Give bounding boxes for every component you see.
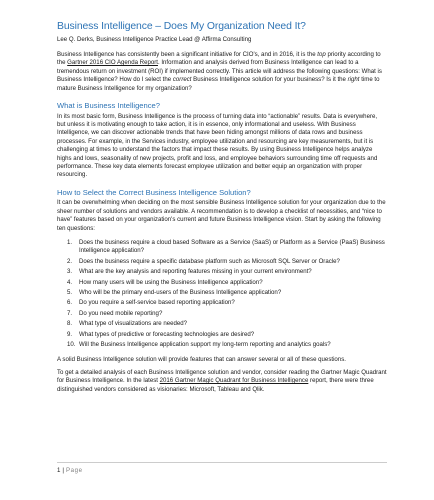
closing-paragraph-1: A solid Business Intelligence solution will provide features that can answer several or all of these questions.: [57, 356, 346, 364]
page-footer: [57, 462, 387, 475]
document-title: Business Intelligence – Does My Organization Need It?: [57, 21, 306, 32]
list-item-number: 1.: [67, 238, 73, 246]
questions-list: [57, 239, 387, 349]
list-item-text: What are the key analysis and reporting features missing in your current environment?: [79, 268, 312, 276]
list-item-number: 9.: [67, 330, 73, 338]
list-item: [67, 268, 387, 276]
author-byline: Lee Q. Derks, Business Intelligence Practice Lead @ Affirma Consulting: [57, 36, 252, 43]
page-label: Page: [65, 467, 83, 474]
list-item-text: Does the business require a specific database platform such as Microsoft SQL Server or Oracle?: [79, 257, 340, 265]
closing-paragraph-2: [57, 369, 387, 394]
intro-text-1: Business Intelligence has consistently been a significant initiative for CIO's, and in 2016, it is the: [57, 51, 318, 58]
list-item-number: 2.: [67, 257, 73, 265]
section-select-solution-body: It can be overwhelming when deciding on the most sensible Business Intelligence solution for your organization due to the sheer number of solutions and vendors available. A recommendation is to develop a checklist of necessities, and “nice to have” features based on your organization's current and future Business Intelligence vision. Start by asking the following ten questions:: [57, 199, 386, 232]
intro-text-4: Business Intelligence solution for your business? Is it the: [191, 76, 348, 84]
list-item: [67, 330, 387, 339]
closing-text-2: report, there were three distinguished vendors considered as visionaries: Microsoft, Tableau and Qlik.: [57, 377, 374, 393]
gartner-cio-agenda-link[interactable]: Gartner 2016 CIO Agenda Report: [67, 59, 158, 67]
list-item-text: Does the business require a cloud based Software as a Service (SaaS) or Platform as a Service (PaaS) Business Intelligence application?: [79, 238, 385, 255]
list-item: [67, 299, 387, 307]
section-heading-select-solution: How to Select the Correct Business Intelligence Solution?: [57, 187, 251, 197]
page-number: 1: [57, 467, 61, 474]
list-item-text: How many users will be using the Business Intelligence application?: [79, 278, 263, 286]
list-item: [67, 288, 387, 297]
intro-emphasis-right: right: [347, 76, 360, 84]
list-item: [67, 278, 387, 287]
list-item-number: 3.: [67, 268, 73, 276]
intro-paragraph: [57, 51, 387, 93]
intro-text-2: priority according to the: [57, 51, 381, 67]
intro-text-5: time to mature Business Intelligence for my organization?: [57, 76, 380, 92]
gartner-magic-quadrant-link[interactable]: 2016 Gartner Magic Quadrant for Business Intelligence: [159, 377, 309, 385]
intro-emphasis-top: top: [317, 51, 326, 58]
closing-text-1: To get a detailed analysis of each Business Intelligence solution and vendor, consider reading the Gartner Magic Quadrant for Business Intelligence. In the latest: [57, 368, 387, 385]
list-item: [67, 320, 387, 328]
list-item-text: Will the Business Intelligence application support my long-term reporting and analytics goals?: [79, 340, 331, 348]
list-item-text: What type of visualizations are needed?: [79, 320, 188, 328]
list-item-text: What types of predictive or forecasting technologies are desired?: [79, 330, 255, 338]
list-item-number: 5.: [67, 288, 73, 296]
list-item-text: Do you require a self-service based reporting application?: [79, 299, 235, 307]
section-heading-what-is-bi: What is Business Intelligence?: [57, 101, 160, 111]
list-item-number: 4.: [67, 278, 73, 286]
list-item: [67, 340, 387, 349]
list-item-number: 10.: [67, 340, 76, 348]
list-item: [67, 309, 387, 318]
intro-text-3: . Information and analysis derived from Business Intelligence can lead to a tremendous return on investment (ROI) if implemented correctly. This article will address the following questions: What is Business Intelligence? How do I select the: [57, 59, 382, 84]
list-item-text: Do you need mobile reporting?: [79, 309, 163, 317]
list-item: [67, 238, 387, 256]
section-what-is-bi-body: In its most basic form, Business Intelligence is the process of turning data into “actionable” results. Data is everywhere, but unless it is motivating enough to take action, it is in essence, only informational and useless. With Business Intelligence, we can discover actionable trends that have been hiding amongst millions of data rows and business processes. For example, in the Services industry, employee utilization and resourcing are key measurements, but it is challenging at times to understand the factors that impact these results. By using Business Intelligence helps analyze highs and lows, seasonality of new projects, profit and loss, and employee behaviors surrounding time off requests and performance. These key data elements forecast employee utilization and better equip an organization with proper resourcing.: [57, 112, 378, 179]
list-item-number: 6.: [67, 299, 73, 307]
list-item-text: Who will be the primary end-users of the Business Intelligence application?: [79, 288, 282, 296]
list-item-number: 7.: [67, 309, 73, 317]
list-item-number: 8.: [67, 320, 73, 328]
list-item: [67, 257, 387, 266]
intro-emphasis-correct: correct: [172, 76, 192, 84]
footer-separator: |: [62, 467, 64, 474]
document-content: [57, 20, 387, 394]
